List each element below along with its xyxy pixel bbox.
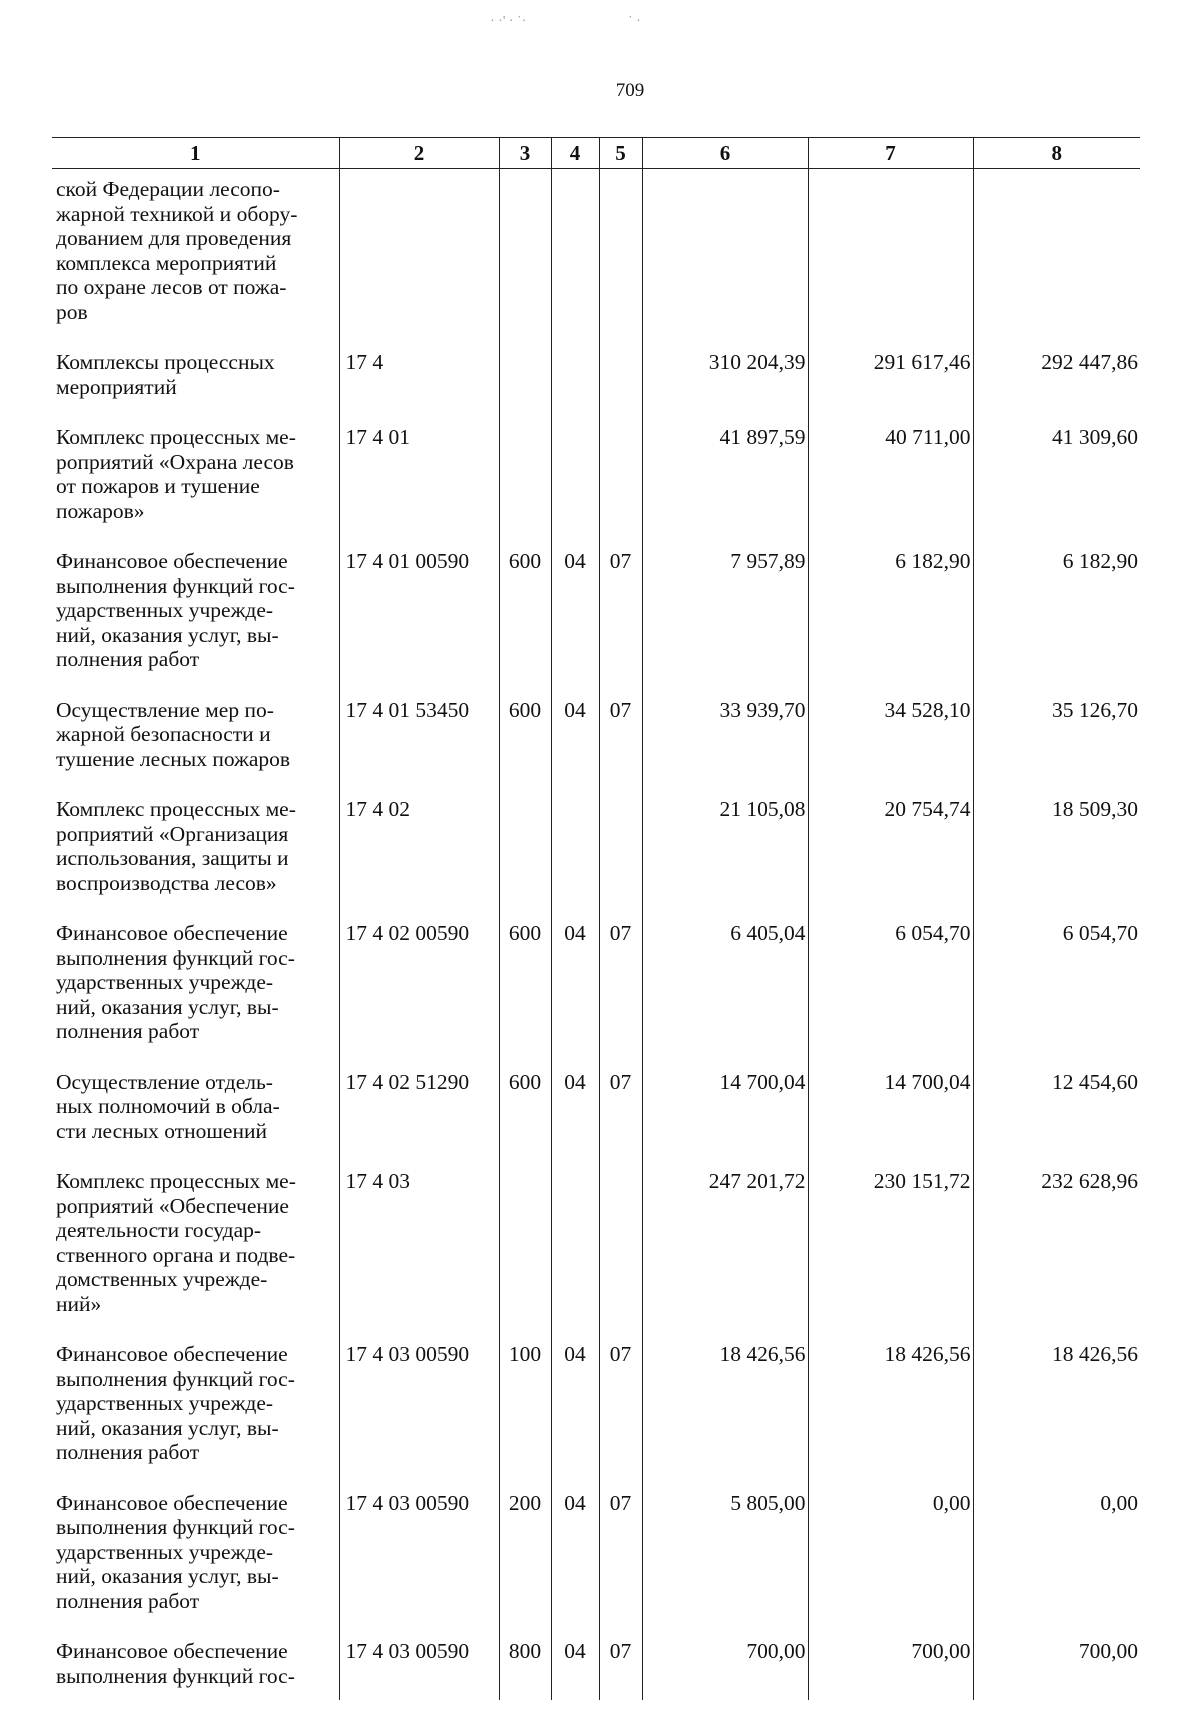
row-col4-cell <box>551 783 599 907</box>
row-value-6-cell: 247 201,72 <box>642 1155 808 1328</box>
row-col3-cell <box>499 1155 551 1328</box>
table-row <box>52 1056 1140 1156</box>
table-row <box>52 336 1140 411</box>
row-code-cell: 17 4 02 00590 <box>339 907 499 1056</box>
row-col5-cell <box>599 169 642 337</box>
row-col3-cell: 600 <box>499 1056 551 1156</box>
row-value-7-cell: 40 711,00 <box>808 411 973 535</box>
row-value-7-cell: 700,00 <box>808 1625 973 1700</box>
column-header: 6 <box>642 138 808 169</box>
row-value-8-cell: 6 182,90 <box>973 535 1140 684</box>
row-col3-cell <box>499 783 551 907</box>
row-col3-cell <box>499 169 551 337</box>
row-col3-cell: 600 <box>499 907 551 1056</box>
row-value-8-cell: 18 509,30 <box>973 783 1140 907</box>
row-name-cell: Комплекс процессных ме- роприятий «Организация использования, защиты и воспроизводства лесов» <box>56 797 296 895</box>
row-col3-cell <box>499 411 551 535</box>
row-col5-cell <box>599 336 642 411</box>
row-value-7-cell: 230 151,72 <box>808 1155 973 1328</box>
table-row <box>52 684 1140 784</box>
row-value-7-cell: 14 700,04 <box>808 1056 973 1156</box>
row-value-6-cell: 6 405,04 <box>642 907 808 1056</box>
row-name-cell: Комплекс процессных ме- роприятий «Охрана лесов от пожаров и тушение пожаров» <box>56 425 296 523</box>
row-name-cell: Финансовое обеспечение выполнения функций гос- ударственных учрежде- ний, оказания услуг, вы- полнения работ <box>56 1490 295 1613</box>
budget-table-container <box>52 137 1140 1700</box>
row-value-8-cell: 232 628,96 <box>973 1155 1140 1328</box>
row-value-6-cell: 5 805,00 <box>642 1477 808 1626</box>
row-value-7-cell: 34 528,10 <box>808 684 973 784</box>
row-value-8-cell: 0,00 <box>973 1477 1140 1626</box>
row-col3-cell: 100 <box>499 1328 551 1477</box>
row-name-cell: Комплекс процессных ме- роприятий «Обеспечение деятельности государ- ственного органа и подве- домственных учрежде- ний» <box>56 1169 296 1316</box>
row-name-cell: Комплексы процессных мероприятий <box>56 350 275 399</box>
row-col4-cell <box>551 411 599 535</box>
scan-speck: · ·' · ˙· <box>490 14 527 29</box>
row-value-7-cell: 291 617,46 <box>808 336 973 411</box>
table-header-row <box>52 138 1140 169</box>
row-col4-cell <box>551 1155 599 1328</box>
row-name-cell: Финансовое обеспечение выполнения функций гос- ударственных учрежде- ний, оказания услуг, вы- полнения работ <box>56 921 295 1043</box>
row-col5-cell: 07 <box>599 907 642 1056</box>
row-value-6-cell: 18 426,56 <box>642 1328 808 1477</box>
column-header: 8 <box>973 138 1140 169</box>
column-header: 3 <box>499 138 551 169</box>
table-body <box>52 169 1140 1701</box>
row-value-8-cell: 6 054,70 <box>973 907 1140 1056</box>
row-col5-cell: 07 <box>599 535 642 684</box>
table-row <box>52 535 1140 684</box>
row-col3-cell: 600 <box>499 535 551 684</box>
row-value-8-cell <box>973 169 1140 337</box>
row-code-cell: 17 4 03 <box>339 1155 499 1328</box>
row-value-8-cell: 292 447,86 <box>973 336 1140 411</box>
row-col5-cell <box>599 411 642 535</box>
row-col4-cell: 04 <box>551 1056 599 1156</box>
row-value-8-cell: 700,00 <box>973 1625 1140 1700</box>
row-value-8-cell: 12 454,60 <box>973 1056 1140 1156</box>
row-col5-cell: 07 <box>599 1477 642 1626</box>
row-name-cell: Финансовое обеспечение выполнения функций гос- ударственных учрежде- ний, оказания услуг, вы- полнения работ <box>56 549 295 671</box>
row-value-6-cell: 33 939,70 <box>642 684 808 784</box>
row-name-cell: Финансовое обеспечение выполнения функций гос- <box>56 1639 295 1688</box>
row-value-7-cell: 6 182,90 <box>808 535 973 684</box>
row-value-7-cell: 20 754,74 <box>808 783 973 907</box>
table-row <box>52 783 1140 907</box>
table-row <box>52 907 1140 1056</box>
row-value-6-cell <box>642 169 808 337</box>
row-col5-cell <box>599 783 642 907</box>
row-value-6-cell: 14 700,04 <box>642 1056 808 1156</box>
row-col4-cell: 04 <box>551 535 599 684</box>
row-col4-cell: 04 <box>551 1625 599 1700</box>
row-code-cell: 17 4 03 00590 <box>339 1625 499 1700</box>
row-col5-cell: 07 <box>599 1625 642 1700</box>
row-value-6-cell: 21 105,08 <box>642 783 808 907</box>
row-col3-cell: 800 <box>499 1625 551 1700</box>
page-number: 709 <box>615 80 645 101</box>
row-code-cell: 17 4 03 00590 <box>339 1477 499 1626</box>
row-value-7-cell: 6 054,70 <box>808 907 973 1056</box>
row-col3-cell: 200 <box>499 1477 551 1626</box>
row-value-6-cell: 7 957,89 <box>642 535 808 684</box>
row-code-cell: 17 4 02 <box>339 783 499 907</box>
row-code-cell: 17 4 <box>339 336 499 411</box>
column-header: 2 <box>339 138 499 169</box>
row-code-cell: 17 4 01 53450 <box>339 684 499 784</box>
table-row <box>52 411 1140 535</box>
row-col4-cell: 04 <box>551 1328 599 1477</box>
row-col5-cell: 07 <box>599 684 642 784</box>
budget-table <box>52 137 1140 1700</box>
row-value-8-cell: 41 309,60 <box>973 411 1140 535</box>
row-code-cell: 17 4 03 00590 <box>339 1328 499 1477</box>
table-row <box>52 1328 1140 1477</box>
table-row <box>52 1625 1140 1700</box>
row-code-cell <box>339 169 499 337</box>
table-row <box>52 1155 1140 1328</box>
row-value-6-cell: 700,00 <box>642 1625 808 1700</box>
row-col5-cell <box>599 1155 642 1328</box>
row-col4-cell <box>551 336 599 411</box>
row-value-7-cell: 18 426,56 <box>808 1328 973 1477</box>
row-name-cell: Осуществление мер по- жарной безопасности и тушение лесных пожаров <box>56 697 291 771</box>
column-header: 1 <box>52 138 339 169</box>
row-value-7-cell <box>808 169 973 337</box>
row-name-cell: ской Федерации лесопо- жарной техникой и обору- дованием для проведения комплекса мероприятий по охране лесов от пожа- ров <box>56 177 298 324</box>
row-code-cell: 17 4 01 <box>339 411 499 535</box>
row-value-6-cell: 41 897,59 <box>642 411 808 535</box>
row-name-cell: Осуществление отдель- ных полномочий в обла- сти лесных отношений <box>56 1069 280 1143</box>
row-col3-cell <box>499 336 551 411</box>
column-header: 7 <box>808 138 973 169</box>
table-row <box>52 1477 1140 1626</box>
row-col5-cell: 07 <box>599 1056 642 1156</box>
row-col5-cell: 07 <box>599 1328 642 1477</box>
table-row <box>52 169 1140 337</box>
row-col4-cell: 04 <box>551 1477 599 1626</box>
row-value-8-cell: 35 126,70 <box>973 684 1140 784</box>
column-header: 4 <box>551 138 599 169</box>
row-value-8-cell: 18 426,56 <box>973 1328 1140 1477</box>
row-code-cell: 17 4 02 51290 <box>339 1056 499 1156</box>
scan-speck: ˙ · <box>628 14 641 29</box>
row-value-6-cell: 310 204,39 <box>642 336 808 411</box>
row-col3-cell: 600 <box>499 684 551 784</box>
row-col4-cell: 04 <box>551 684 599 784</box>
row-col4-cell: 04 <box>551 907 599 1056</box>
row-col4-cell <box>551 169 599 337</box>
column-header: 5 <box>599 138 642 169</box>
row-name-cell: Финансовое обеспечение выполнения функций гос- ударственных учрежде- ний, оказания услуг, вы- полнения работ <box>56 1342 295 1464</box>
row-value-7-cell: 0,00 <box>808 1477 973 1626</box>
row-code-cell: 17 4 01 00590 <box>339 535 499 684</box>
